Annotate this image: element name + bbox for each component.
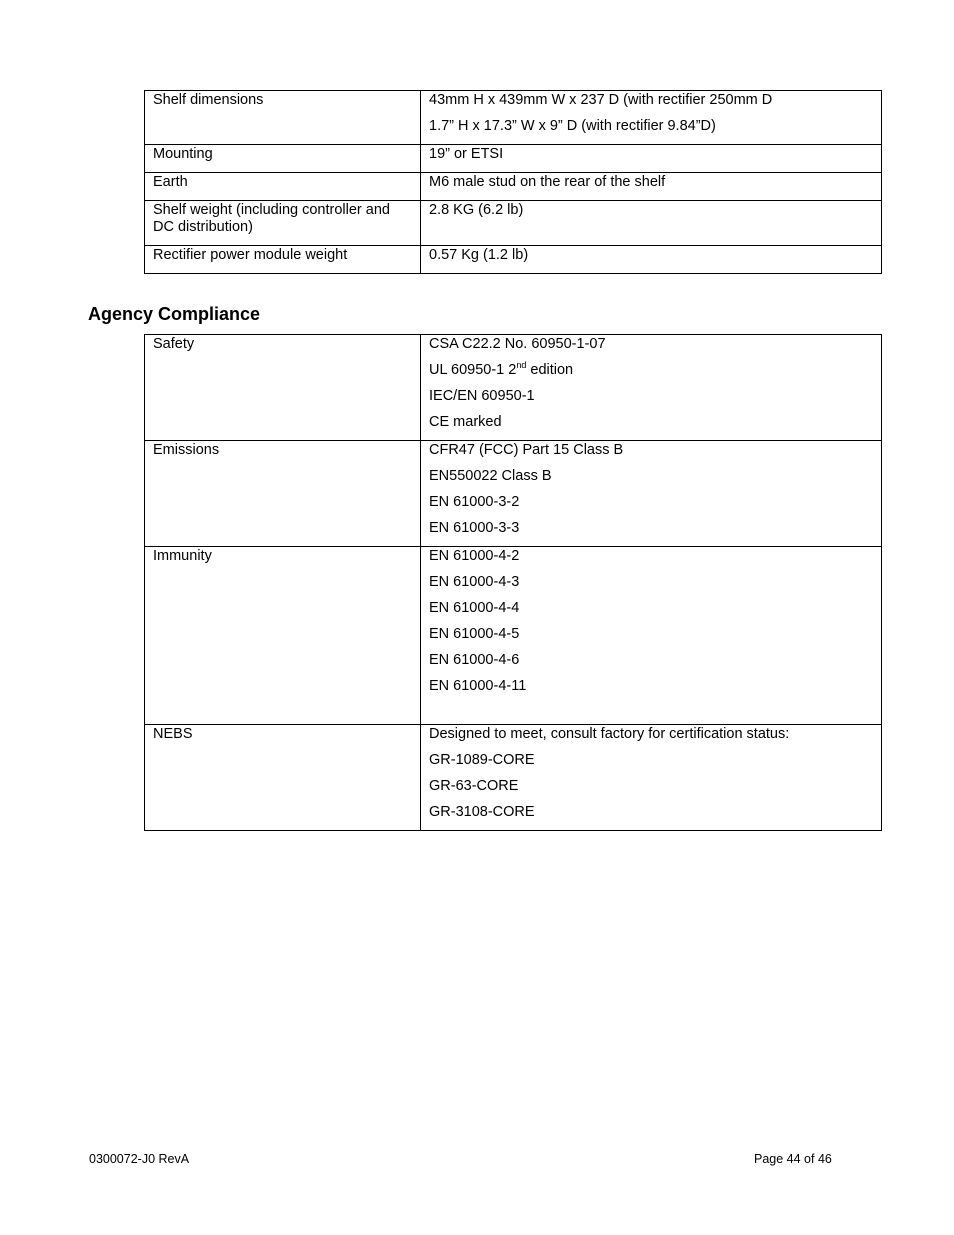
value-line-ul [429, 362, 873, 379]
row-label-cell [145, 246, 421, 274]
row-label-cell [145, 91, 421, 145]
ordinal-superscript: nd [516, 360, 527, 370]
value-line: EN 61000-4-6 [429, 652, 520, 668]
row-value-cell [421, 547, 882, 725]
edition-text: edition [526, 362, 574, 378]
value-line: CE marked [429, 414, 502, 430]
value-line: EN 61000-4-11 [429, 678, 527, 694]
value-line: EN 61000-4-3 [429, 574, 520, 590]
value-line: EN 61000-4-4 [429, 600, 520, 616]
value-line: 19” or ETSI [429, 146, 504, 162]
value-line: GR-3108-CORE [429, 804, 535, 820]
row-label-cell [145, 547, 421, 725]
value-line: CSA C22.2 No. 60950-1-07 [429, 336, 606, 352]
value-line: CFR47 (FCC) Part 15 Class B [429, 442, 624, 458]
row-label-cell [145, 173, 421, 201]
table-row-nebs [145, 725, 882, 831]
row-value-cell [421, 335, 882, 441]
ul-standard-text: UL 60950-1 2 [429, 362, 517, 378]
row-value-cell [421, 173, 882, 201]
table-row [145, 201, 882, 246]
row-label: Shelf dimensions [153, 92, 264, 108]
blank-line [429, 704, 873, 724]
value-line: EN 61000-3-3 [429, 520, 520, 536]
footer-document-number: 0300072-J0 RevA [89, 1152, 190, 1166]
value-line: GR-63-CORE [429, 778, 519, 794]
section-heading-agency-compliance: Agency Compliance [88, 304, 261, 324]
row-label: Mounting [153, 146, 213, 162]
value-line: Designed to meet, consult factory for certification status: [429, 726, 790, 742]
row-value-cell [421, 145, 882, 173]
row-value-cell [421, 441, 882, 547]
row-label: Earth [153, 174, 188, 190]
table-row-immunity [145, 547, 882, 725]
row-label: Rectifier power module weight [153, 247, 348, 263]
table-row [145, 145, 882, 173]
row-label-cell [145, 201, 421, 246]
table-row [145, 91, 882, 145]
row-value-cell [421, 725, 882, 831]
value-line: EN 61000-3-2 [429, 494, 520, 510]
value-line: 1.7” H x 17.3” W x 9” D (with rectifier 9.84”D) [429, 118, 716, 134]
row-label: Emissions [153, 442, 220, 458]
value-line: M6 male stud on the rear of the shelf [429, 174, 666, 190]
value-line: EN 61000-4-2 [429, 548, 520, 564]
table-row-emissions [145, 441, 882, 547]
value-line: 0.57 Kg (1.2 lb) [429, 247, 529, 263]
agency-compliance-table [144, 334, 882, 831]
row-label-cell [145, 725, 421, 831]
row-value-cell [421, 91, 882, 145]
row-label-cell [145, 441, 421, 547]
row-label: Shelf weight (including controller and DC distribution) [153, 202, 390, 235]
row-label: Safety [153, 336, 195, 352]
value-line: GR-1089-CORE [429, 752, 535, 768]
row-label: Immunity [153, 548, 212, 564]
table-row-safety [145, 335, 882, 441]
table-row [145, 246, 882, 274]
table-row [145, 173, 882, 201]
row-label-cell [145, 145, 421, 173]
value-line: EN550022 Class B [429, 468, 552, 484]
value-line: IEC/EN 60950-1 [429, 388, 535, 404]
row-value-cell [421, 201, 882, 246]
value-line: 43mm H x 439mm W x 237 D (with rectifier 250mm D [429, 92, 773, 108]
value-line: 2.8 KG (6.2 lb) [429, 202, 524, 218]
specifications-table [144, 90, 882, 274]
value-line: EN 61000-4-5 [429, 626, 520, 642]
row-label: NEBS [153, 726, 193, 742]
footer-page-number: Page 44 of 46 [754, 1152, 832, 1166]
row-value-cell [421, 246, 882, 274]
row-label-cell [145, 335, 421, 441]
